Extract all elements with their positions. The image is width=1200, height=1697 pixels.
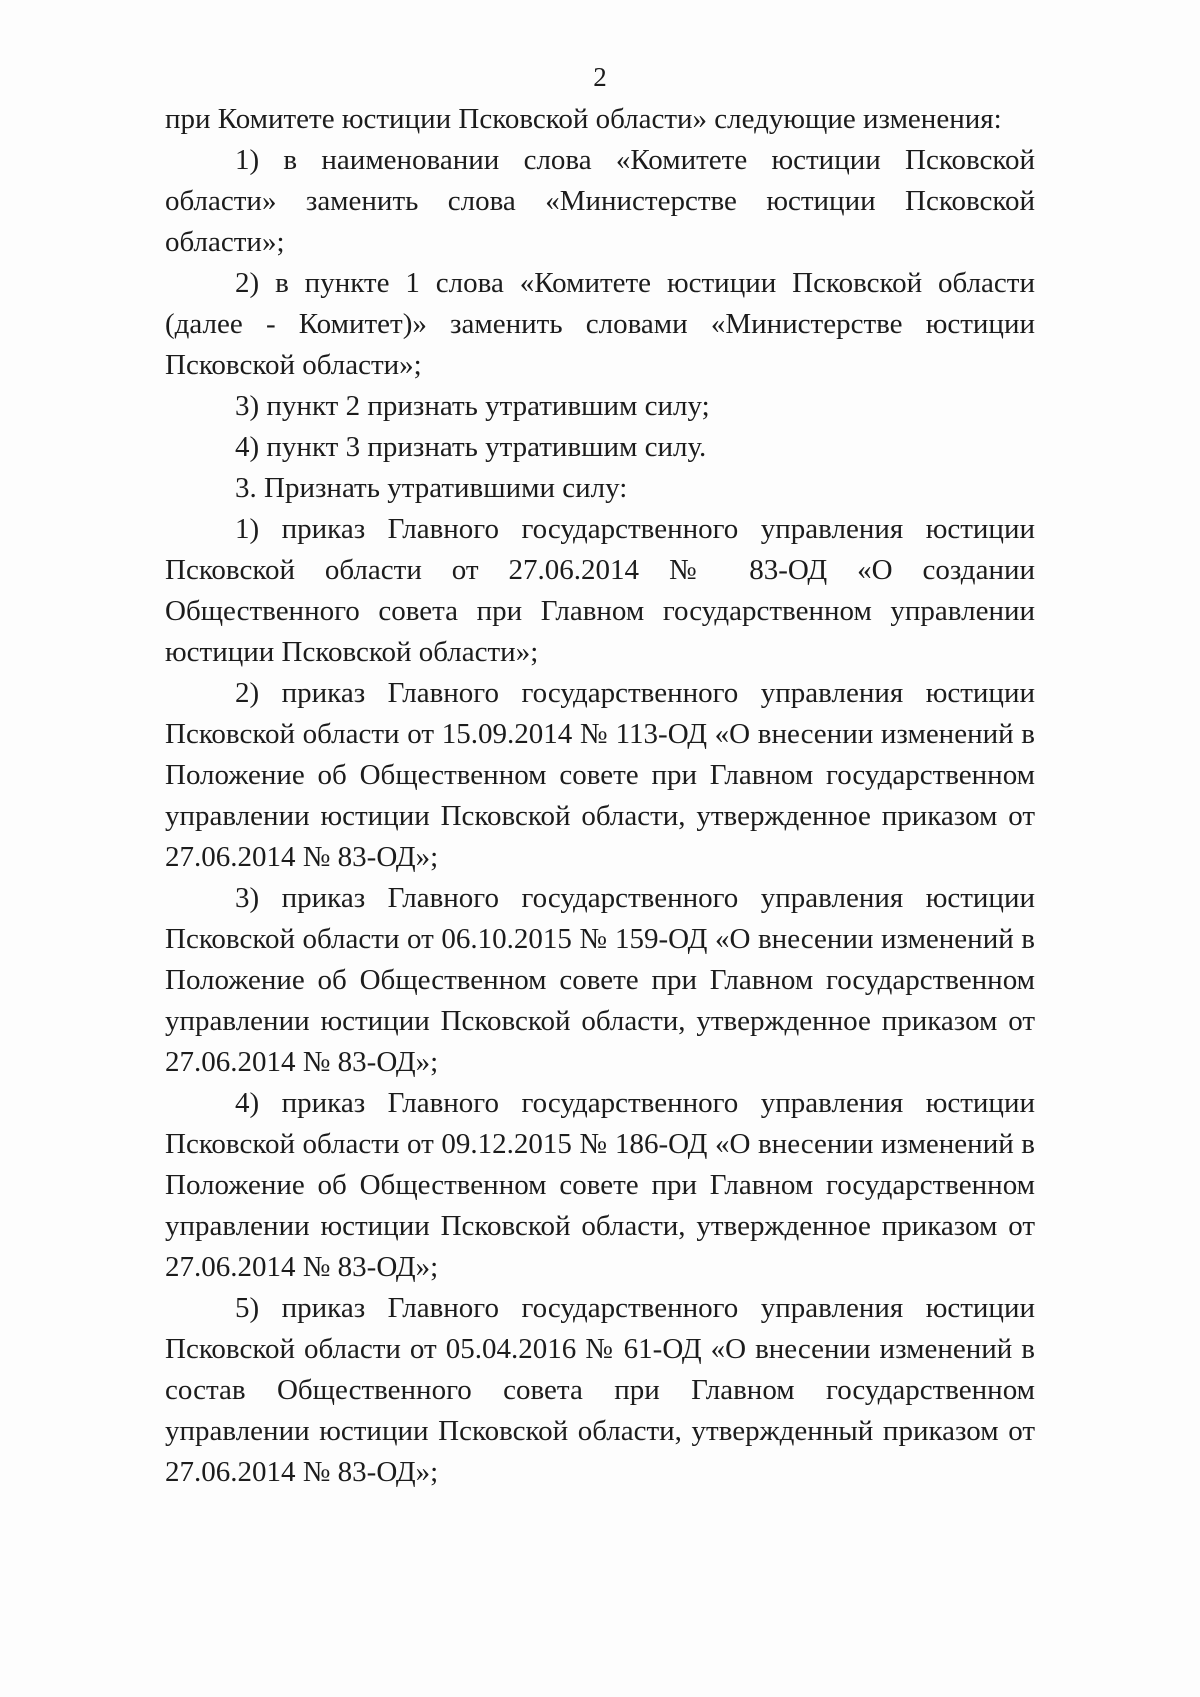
paragraph-section-3-heading: 3. Признать утратившими силу: bbox=[235, 472, 628, 504]
paragraph-order-3: 3) приказ Главного государственного управления юстиции Псковской области от 06.10.2015 № 159-ОД «О внесении изменений в Положение об Общественном совете при Главном государственном управлении юстиции Псковской области, утвержденное приказом от 27.06.2014 № 83-ОД»; bbox=[165, 882, 1035, 1078]
paragraph-item-2-point-1-change: 2) в пункте 1 слова «Комитете юстиции Псковской области (далее - Комитет)» заменить словами «Министерстве юстиции Псковской области»; bbox=[165, 267, 1035, 381]
paragraph-item-1-name-change: 1) в наименовании слова «Комитете юстиции Псковской области» заменить слова «Министерстве юстиции Псковской области»; bbox=[165, 144, 1035, 258]
paragraph-order-1: 1) приказ Главного государственного управления юстиции Псковской области от 27.06.2014 № 83-ОД «О создании Общественного совета при Главном государственном управлении юстиции Псковской области»; bbox=[165, 513, 1035, 668]
document-body bbox=[165, 99, 1035, 1493]
paragraph-item-4-point-3-void: 4) пункт 3 признать утратившим силу. bbox=[235, 431, 707, 463]
paragraph-continuation: при Комитете юстиции Псковской области» следующие изменения: bbox=[165, 103, 1002, 135]
paragraph-item-3-point-2-void: 3) пункт 2 признать утратившим силу; bbox=[235, 390, 710, 422]
page-number: 2 bbox=[593, 62, 607, 92]
paragraph-order-2: 2) приказ Главного государственного управления юстиции Псковской области от 15.09.2014 № 113-ОД «О внесении изменений в Положение об Общественном совете при Главном государственном управлении юстиции Псковской области, утвержденное приказом от 27.06.2014 № 83-ОД»; bbox=[165, 677, 1035, 873]
paragraph-order-5: 5) приказ Главного государственного управления юстиции Псковской области от 05.04.2016 № 61-ОД «О внесении изменений в состав Общественного совета при Главном государственном управлении юстиции Псковской области, утвержденный приказом от 27.06.2014 № 83-ОД»; bbox=[165, 1292, 1035, 1488]
paragraph-order-4: 4) приказ Главного государственного управления юстиции Псковской области от 09.12.2015 № 186-ОД «О внесении изменений в Положение об Общественном совете при Главном государственном управлении юстиции Псковской области, утвержденное приказом от 27.06.2014 № 83-ОД»; bbox=[165, 1087, 1035, 1283]
